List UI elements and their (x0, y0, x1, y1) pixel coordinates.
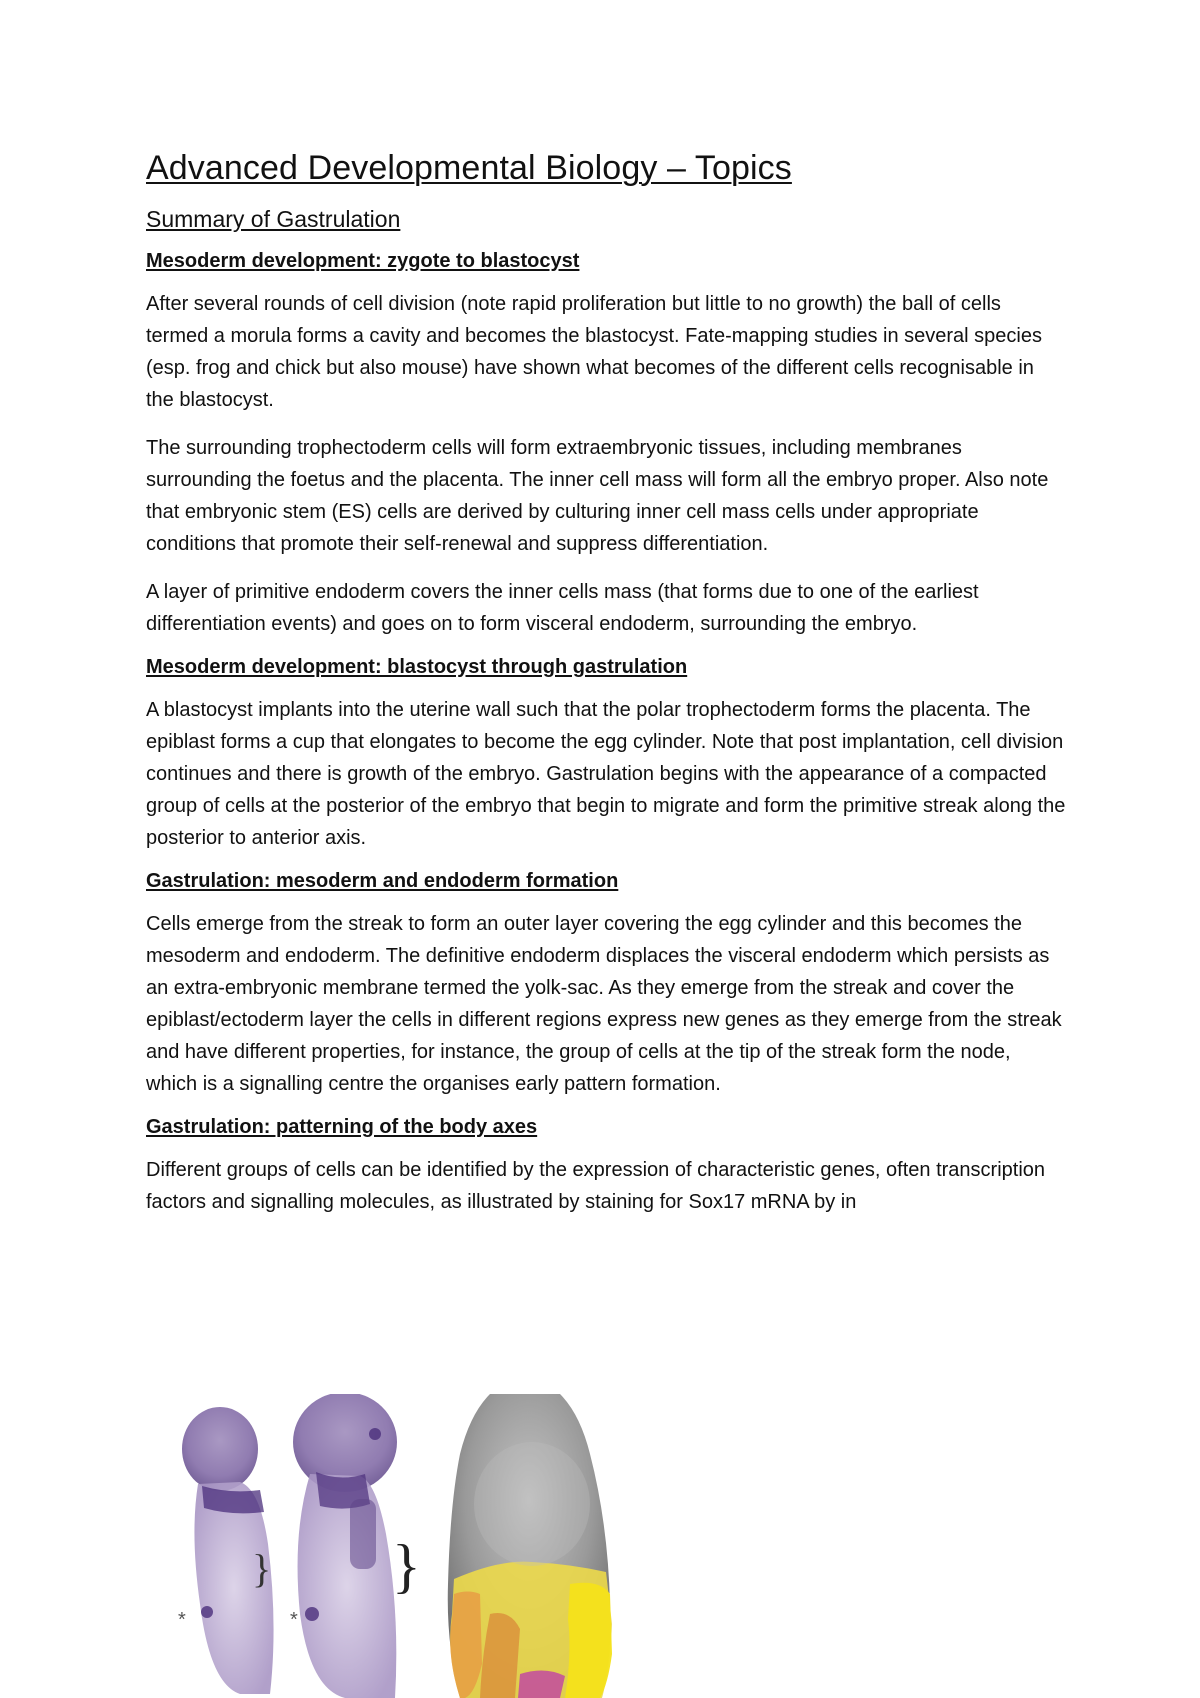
paragraph-implantation: A blastocyst implants into the uterine wall such that the polar trophectoderm forms the placenta. The epiblast forms a cup that elongates to become the egg cylinder. Note that post implantation, cell division continues and there is growth of the embryo. Gastrulation begins with the appearance of a compacted group of cells at the posterior of the embryo that begin to migrate and form the primitive streak along the posterior to anterior axis. (146, 698, 1066, 849)
embryo-staining-figure (160, 1394, 700, 1698)
paragraph-trophectoderm: The surrounding trophectoderm cells will form extraembryonic tissues, including membranes surrounding the foetus and the placenta. The inner cell mass will form all the embryo proper. Also note that embryonic stem (ES) cells are derived by culturing inner cell mass cells under appropriate conditions that promote their self-renewal and suppress differentiation. (146, 436, 1049, 555)
document-subtitle: Summary of Gastrulation (146, 205, 401, 232)
asterisk-marker-left: * (178, 1609, 186, 1631)
document-title: Advanced Developmental Biology – Topics (146, 149, 792, 187)
asterisk-marker-middle: * (290, 1609, 298, 1631)
paragraph-streak-emergence: Cells emerge from the streak to form an outer layer covering the egg cylinder and this becomes the mesoderm and endoderm. The definitive endoderm displaces the visceral endoderm which persists as an extra-embryonic membrane termed the yolk-sac. As they emerge from the streak and cover the epiblast/ectoderm layer the cells in different regions express new genes as they emerge from the streak and have different properties, for instance, the group of cells at the tip of the streak form the node, which is a signalling centre the organises early pattern formation. (146, 912, 1062, 1095)
section-heading-mesoderm-endoderm-formation: Gastrulation: mesoderm and endoderm formation (146, 869, 619, 892)
embryo-middle (293, 1394, 397, 1698)
paragraph-primitive-endoderm: A layer of primitive endoderm covers the inner cells mass (that forms due to one of the earliest differentiation events) and goes on to form visceral endoderm, surrounding the embryo. (146, 580, 979, 635)
document-page (146, 148, 1066, 1218)
section-heading-blastocyst-through-gastrulation: Mesoderm development: blastocyst through gastrulation (146, 655, 688, 678)
embryo-fate-map (448, 1394, 612, 1698)
bracket-middle: } (392, 1533, 421, 1599)
paragraph-gene-expression: Different groups of cells can be identified by the expression of characteristic genes, often transcription factors and signalling molecules, as illustrated by staining for Sox17 mRNA by in (146, 1158, 1046, 1213)
paragraph-morula-blastocyst: After several rounds of cell division (note rapid proliferation but little to no growth) the ball of cells termed a morula forms a cavity and becomes the blastocyst. Fate-mapping studies in several species (esp. frog and chick but also mouse) have shown what becomes of the different cells recognisable in the blastocyst. (146, 292, 1042, 411)
bracket-left: } (252, 1546, 272, 1591)
embryo-figure-svg (160, 1394, 700, 1698)
section-heading-zygote-to-blastocyst: Mesoderm development: zygote to blastocyst (146, 249, 580, 272)
section-heading-body-axes: Gastrulation: patterning of the body axes (146, 1115, 538, 1138)
